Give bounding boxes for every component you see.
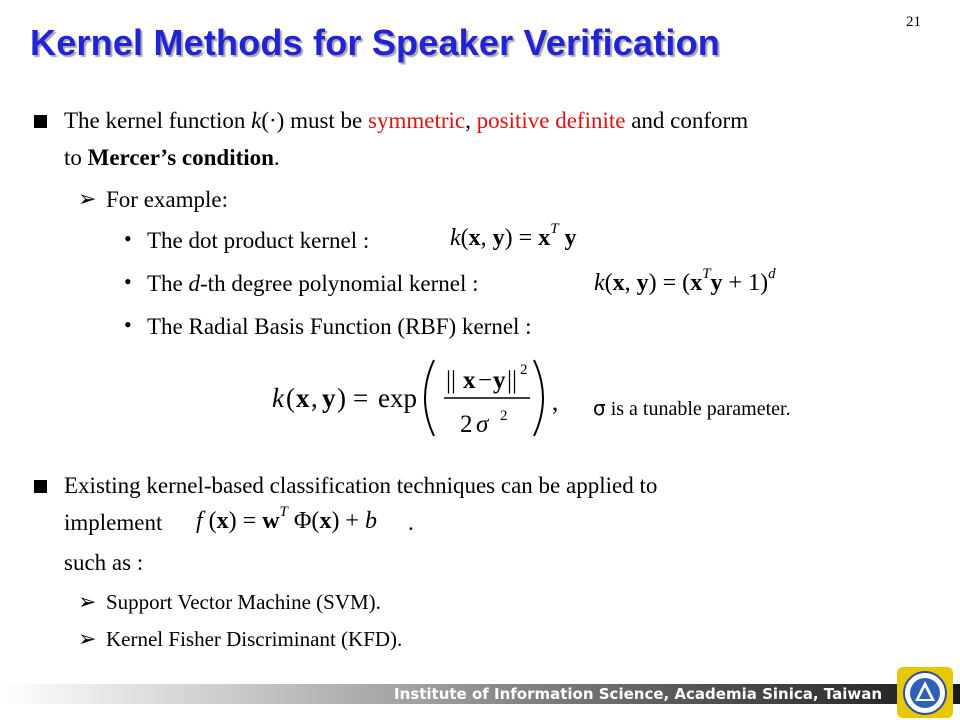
poly-label-post: -th degree polynomial kernel : [200, 271, 479, 296]
mercer-condition: Mercer’s condition [87, 145, 274, 170]
svg-text:=: = [353, 383, 369, 413]
bullet2-line1: Existing kernel-based classification techniques can be applied to [64, 473, 658, 498]
rbf-formula [270, 352, 580, 444]
polynomial-kernel-label [147, 266, 478, 302]
bullet1-text-mid: must be [284, 108, 369, 133]
positive-definite-highlight: positive definite [476, 108, 626, 133]
svg-text:2: 2 [500, 408, 508, 424]
sigma-note-text: is a tunable parameter. [605, 398, 791, 420]
kfd-method: Kernel Fisher Discriminant (KFD). [106, 627, 403, 651]
bullet1-line2-post: . [273, 145, 280, 170]
dot-bullet-icon: • [124, 269, 132, 294]
bullet1-line2 [64, 140, 280, 176]
slide-title: Kernel Methods for Speaker Verification [30, 22, 720, 63]
dot-bullet-icon: • [124, 226, 132, 251]
poly-label-d: d [188, 271, 201, 296]
bullet-square-icon [34, 480, 47, 493]
for-example-label: For example: [106, 187, 228, 212]
bullet1-text-pre: The kernel function [64, 108, 252, 133]
svg-text:,: , [311, 383, 318, 413]
arrow-bullet-icon: ➢ [78, 627, 97, 652]
svg-text:x: x [296, 383, 310, 413]
rbf-kernel-label: The Radial Basis Function (RBF) kernel : [147, 314, 532, 339]
bullet1-comma: , [465, 108, 477, 133]
svg-text:||: || [507, 367, 518, 394]
svg-text:σ: σ [476, 411, 489, 438]
svg-text:k: k [272, 383, 284, 413]
bullet1-line2-pre: to [64, 145, 88, 170]
page-number: 21 [906, 14, 921, 30]
dot-product-formula: k(x, $y) = x^T$ y [450, 221, 577, 251]
dot-product-kernel-label: The dot product kernel : [147, 228, 370, 253]
svg-text:): ) [337, 383, 346, 413]
poly-label-pre: The [147, 271, 189, 296]
svg-text:||: || [446, 367, 457, 394]
sigma-note [593, 390, 791, 427]
symmetric-highlight: symmetric [368, 108, 466, 133]
svg-text:y: y [322, 383, 336, 413]
bullet1-k: k [251, 108, 262, 133]
bullet1-line1 [64, 103, 748, 139]
polynomial-formula: k(x, $y) = (x^Ty + 1)^d$ [594, 266, 776, 296]
svg-text:2: 2 [520, 362, 528, 378]
svg-text:−: − [478, 367, 493, 394]
svg-text:y: y [493, 367, 506, 394]
arrow-bullet-icon: ➢ [78, 590, 97, 615]
bullet1-text-post: and conform [625, 108, 749, 133]
bullet2-line2: implement [64, 510, 163, 535]
svg-text:(: ( [286, 383, 295, 413]
svm-method: Support Vector Machine (SVM). [106, 590, 381, 614]
svg-text:exp: exp [378, 383, 417, 413]
arrow-bullet-icon: ➢ [78, 187, 97, 212]
institute-logo-icon [895, 665, 955, 720]
svg-text:x: x [463, 367, 476, 394]
svg-text:2: 2 [460, 411, 473, 438]
dot-bullet-icon: • [124, 312, 132, 337]
sigma-symbol: σ [593, 396, 606, 420]
svg-text:,: , [552, 389, 559, 416]
bullet1-paren: (·) [261, 108, 285, 133]
footer-bar [0, 684, 960, 704]
bullet2-period: . [408, 510, 414, 535]
bullet-square-icon [34, 115, 47, 128]
decision-function-formula: f $(x) = w^T$ Φ(x) + b [196, 504, 377, 534]
footer-institute: Institute of Information Science, Academia Sinica, Taiwan [394, 685, 882, 703]
such-as-label: such as : [64, 550, 144, 575]
